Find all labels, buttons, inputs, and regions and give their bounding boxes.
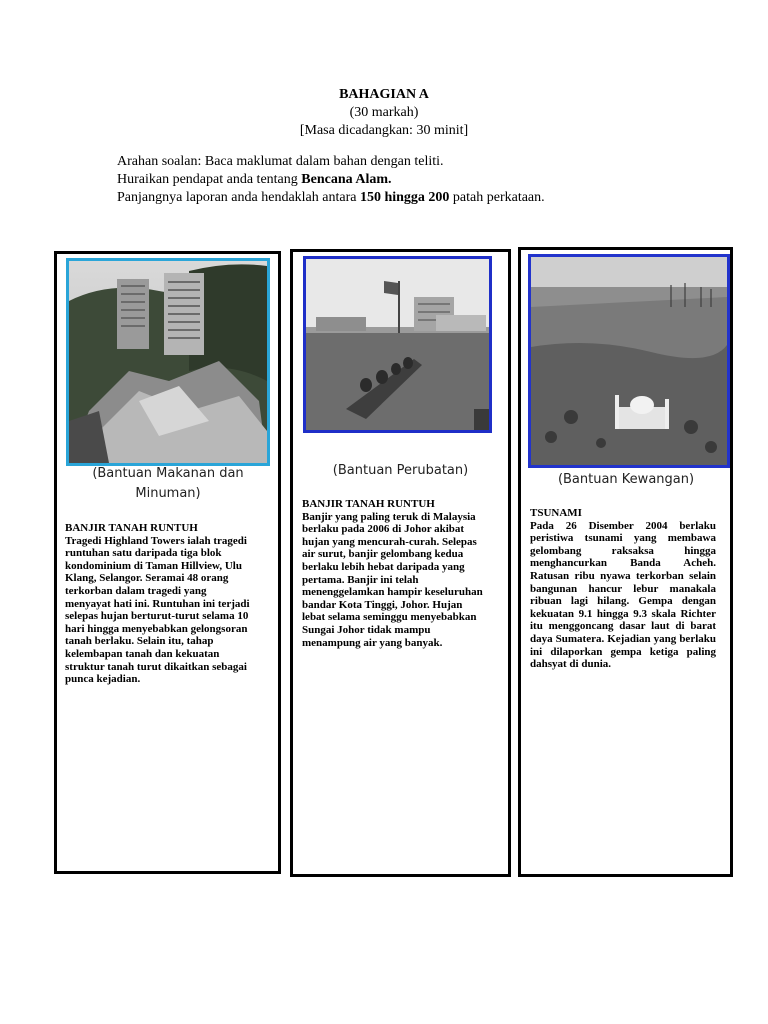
info-card-highland-towers (54, 251, 281, 874)
tsunami-aftermath-mosque-photo (528, 254, 730, 468)
instruction-line-3-suffix: patah perkataan. (449, 190, 545, 205)
instruction-line-2-text: Huraikan pendapat anda tentang (117, 172, 302, 187)
card-paragraph: Pada 26 Disember 2004 berlaku peristiwa tsunami yang membawa gelombang raksaksa hingga menghancurkan Banda Acheh. Ratusan ribu nyawa terkorban selain bangunan hancur lebur manakala ribuan lagi hilang. Gempa dengan kekuatan 9.1 hingga 9.3 skala Richter itu menggoncang dasar laut di barat daya Sumatera. Kejadian yang berlaku ini dilaporkan gempa ketiga paling dahsyat di dunia. (530, 519, 716, 671)
page-header (0, 86, 768, 140)
instruction-topic: Bencana Alam. (301, 172, 392, 187)
time-label: [Masa dicadangkan: 30 minit] (299, 123, 469, 138)
card-paragraph: Tragedi Highland Towers ialah tragedi runtuhan satu daripada tiga blok kondominium di Taman Hillview, Ulu Klang, Selangor. Seramai 48 orang terkorban dalam tragedi yang menyayat hati ini. Runtuhan ini terjadi selepas hujan berturut-turut selama 10 hari hingga menyebabkan gelongsoran tanah berlaku. Selain itu, tahap kelembapan tanah dan kekuatan struktur tanah turut dikaitkan sebagai punca kejadian. (65, 534, 250, 686)
card-body (65, 522, 250, 686)
card-heading: BANJIR TANAH RUNTUH (65, 522, 198, 534)
card-paragraph: Banjir yang paling teruk di Malaysia berlaku pada 2006 di Johor akibat hujan yang mencurah-curah. Selepas air surut, banjir gelombang kedua berlaku lebih hebat daripada yang pertama. Banjir ini telah menenggelamkan hampir keseluruhan bandar Kota Tinggi, Johor. Hujan lebat selama seminggu menyebabkan Sungai Johor tidak mampu menampung air yang banyak. (302, 510, 483, 649)
card-caption: (Bantuan Perubatan) (332, 463, 469, 478)
card-body (530, 507, 716, 671)
card-heading: BANJIR TANAH RUNTUH (302, 498, 435, 510)
instruction-line-3 (117, 189, 717, 207)
section-title: BAHAGIAN A (339, 87, 429, 102)
card-caption: (Bantuan Kewangan) (557, 472, 695, 487)
card-caption: (Bantuan Makanan dan Minuman) (92, 466, 244, 501)
word-count-range: 150 hingga 200 (359, 190, 450, 205)
card-body (302, 498, 487, 649)
card-heading: TSUNAMI (530, 507, 582, 519)
info-card-tsunami (518, 247, 733, 877)
instruction-line-1: Arahan soalan: Baca maklumat dalam bahan dengan teliti. (117, 154, 444, 169)
instruction-line-2 (117, 171, 717, 189)
collapsed-highland-towers-photo (66, 258, 270, 466)
instructions (117, 153, 717, 207)
info-card-johor-flood (290, 249, 511, 877)
flood-boat-photo (303, 256, 492, 433)
marks-label: (30 markah) (349, 105, 419, 120)
instruction-line-3-text: Panjangnya laporan anda hendaklah antara (117, 190, 360, 205)
